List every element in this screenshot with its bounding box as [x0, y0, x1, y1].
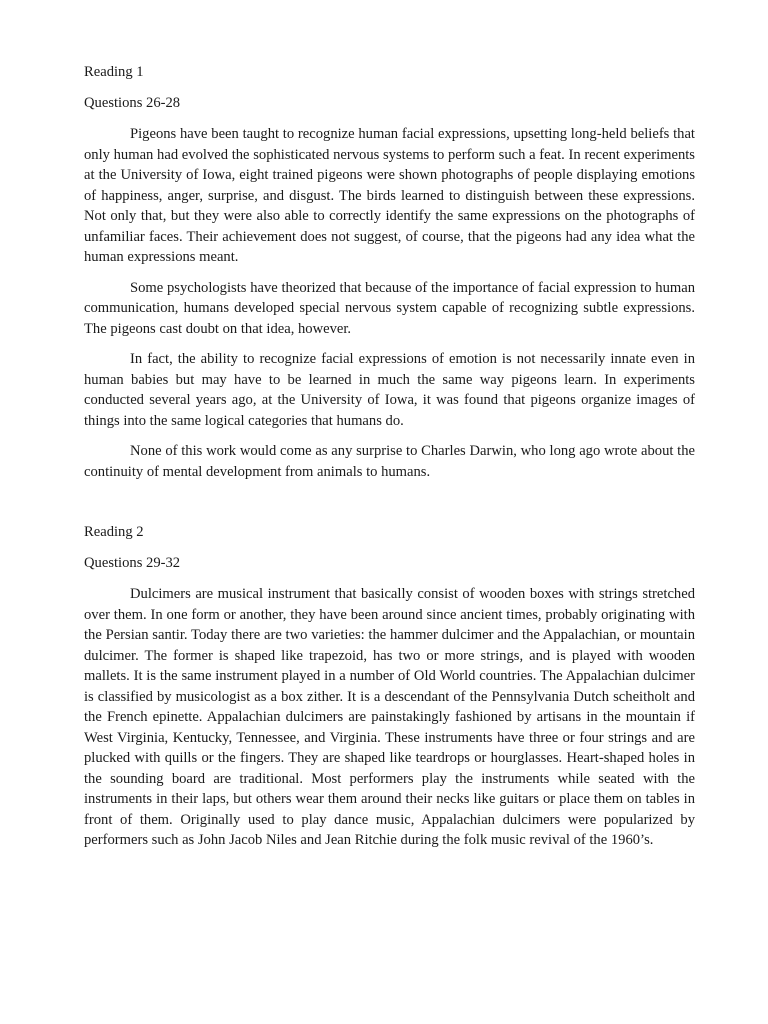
reading-2-questions: Questions 29-32 — [84, 555, 181, 571]
reading-2-title: Reading 2 — [84, 524, 144, 540]
reading-1-paragraph-4: None of this work would come as any surprise to Charles Darwin, who long ago wrote about the continuity of mental development from animals to humans. — [84, 443, 695, 480]
reading-1-title: Reading 1 — [84, 64, 144, 80]
reading-1-paragraph-1: Pigeons have been taught to recognize human facial expressions, upsetting long-held beliefs that only human had evolved the sophisticated nervous systems to perform such a feat. In recent experiments at the University of Iowa, eight trained pigeons were shown photographs of people displaying emotions of happiness, anger, surprise, and disgust. The birds learned to distinguish between these expressions. Not only that, but they were also able to correctly identify the same expressions on the photographs of unfamiliar faces. Their achievement does not suggest, of course, that the pigeons had any idea what the human expressions meant. — [84, 126, 695, 265]
section-spacer — [84, 492, 695, 522]
reading-1-questions: Questions 26-28 — [84, 95, 181, 111]
reading-2-paragraph-1: Dulcimers are musical instrument that basically consist of wooden boxes with strings stretched over them. In one form or another, they have been around since ancient times, probably originating with the Persian santir. Today there are two varieties: the hammer dulcimer and the Appalachian, or mountain dulcimer. The former is shaped like trapezoid, has two or more strings, and is played with wooden mallets. It is the same instrument played in a number of Old World countries. The Appalachian dulcimer is classified by musicologist as a box zither. It is a descendant of the Pennsylvania Dutch scheitholt and the French epinette. Appalachian dulcimers are painstakingly fashioned by artisans in the mountain if West Virginia, Kentucky, Tennessee, and Virginia. These instruments have three or four strings and are plucked with quills or the fingers. They are shaped like teardrops or hourglasses. Heart-shaped holes in the sounding board are traditional. Most performers play the instruments while seated with the instruments in their laps, but others wear them around their necks like guitars or place them on tables in front of them. Originally used to play dance music, Appalachian dulcimers were popularized by performers such as John Jacob Niles and Jean Ritchie during the folk music revival of the 1960’s. — [84, 586, 695, 848]
reading-1-paragraph-3: In fact, the ability to recognize facial expressions of emotion is not necessarily innate even in human babies but may have to be learned in much the same way pigeons learn. In experiments conducted several years ago, at the University of Iowa, it was found that pigeons organize images of things into the same logical categories that humans do. — [84, 351, 695, 429]
reading-1-paragraph-2: Some psychologists have theorized that because of the importance of facial expression to human communication, humans developed special nervous system capable of recognizing subtle expressions. The pigeons cast doubt on that idea, however. — [84, 279, 695, 337]
reading-1-section — [84, 62, 695, 482]
reading-2-section — [84, 522, 695, 851]
